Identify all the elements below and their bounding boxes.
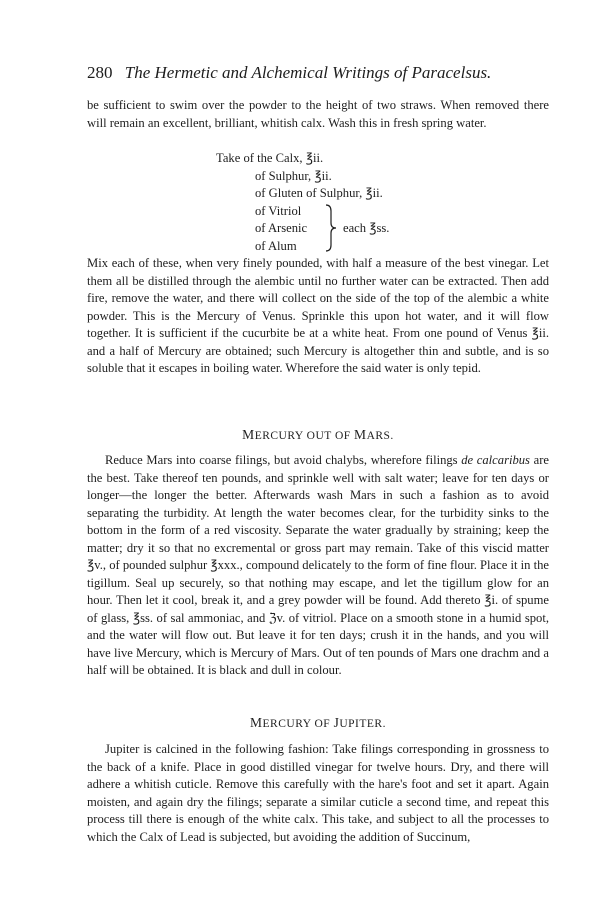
running-header <box>87 63 527 83</box>
section-heading-mercury-of-jupiter: MERCURY OF JUPITER. <box>250 715 386 730</box>
paragraph-mercury-of-jupiter-text: Jupiter is calcined in the following fashion: Take filings corresponding in grossness to the back of a knife. Place in good distilled vinegar for twelve hours. Dry, and there will adhere a whitish cuticle. Remove this carefully with the hare's foot and set it apart. Again moisten, and again dry the filings; separate a similar cuticle a second time, and repeat this process till there is enough of the white calx. This take, and subject to all the processes to which the Calx of Lead is subjected, but avoiding the addition of Succinum, <box>87 742 549 844</box>
paragraph-calx-text: be sufficient to swim over the powder to the height of two straws. When removed there will remain an excellent, brilliant, whitish calx. Wash this in fresh spring water. <box>87 98 549 130</box>
latin-term: de calcaribus <box>461 453 530 467</box>
recipe-grouped-ingredients <box>216 203 455 256</box>
paragraph-calx <box>87 97 549 132</box>
paragraph-mercury-of-mars-text: Reduce Mars into coarse filings, but avoid chalybs, wherefore filings de calcaribus are the best. Take thereof ten pounds, and sprinkle well with salt water; leave for ten days or longer—the longer the better. Afterwards wash Mars in such a fashion as to avoid separating the turbidity. At length the water becomes clear, for the turbidity sinks to the bottom in the form of a red viscosity. Separate the water gradually by straining; keep the matter; dry it so that no excremental or gross part may remain. Take of this viscid matter ℥v., of pounded sulphur ℥xxx., compound delicately to the form of fine flour. Place it in the tigillum. Seal up securely, so that nothing may escape, and let the tigillum glow for an hour. Then let it cool, break it, and a grey powder will be found. Add thereto ℥i. of spume of glass, ℥ss. of sal ammoniac, and ℨv. of vitriol. Place on a smooth stone in a humid spot, and the water will flow out. But leave it for ten days; crush it in the hands, and you will have live Mercury, which is Mercury of Mars. Out of ten pounds of Mars one drachm and a half will be obtained. It is black and dull in colour. <box>87 453 550 677</box>
right-brace-icon <box>324 203 338 253</box>
grouped-quantity: each ℥ss. <box>343 221 390 235</box>
grouped-items <box>255 203 307 256</box>
paragraph-mercury-of-venus-text: Mix each of these, when very finely pounded, with half a measure of the best vinegar. Let them all be distilled through the alembic until no further water can be extracted. Then add fire, remove the water, and there will collect on the side of the top of the alembic a white powder. This is the Mercury of Venus. Sprinkle this upon hot water, and it will flow together. It is sufficient if the cucurbite be at a white heat. From one pound of Venus ℥ii. and a half of Mercury are obtained; such Mercury is altogether thin and subtle, and is so soluble that it escapes in boiling water. Wherefore the said water is only tepid. <box>87 256 549 375</box>
paragraph-mercury-of-venus <box>87 255 549 378</box>
page-number: 280 <box>87 63 113 82</box>
running-title: The Hermetic and Alchemical Writings of Paracelsus. <box>124 63 492 82</box>
recipe-line-arsenic: of Arsenic <box>255 221 308 235</box>
recipe-line-sulphur: of Sulphur, ℥ii. <box>255 168 332 183</box>
paragraph-mercury-of-jupiter <box>87 741 549 846</box>
recipe-list <box>216 150 455 255</box>
section-heading-mercury-out-of-mars: MERCURY OUT OF MARS. <box>242 427 394 442</box>
paragraph-mercury-of-mars <box>87 452 549 680</box>
recipe-line-calx: Take of the Calx, ℥ii. <box>216 151 324 165</box>
recipe-line-vitriol: of Vitriol <box>255 203 302 218</box>
recipe-line-gluten: of Gluten of Sulphur, ℥ii. <box>255 186 383 200</box>
recipe-line-alum: of Alum <box>255 238 297 253</box>
